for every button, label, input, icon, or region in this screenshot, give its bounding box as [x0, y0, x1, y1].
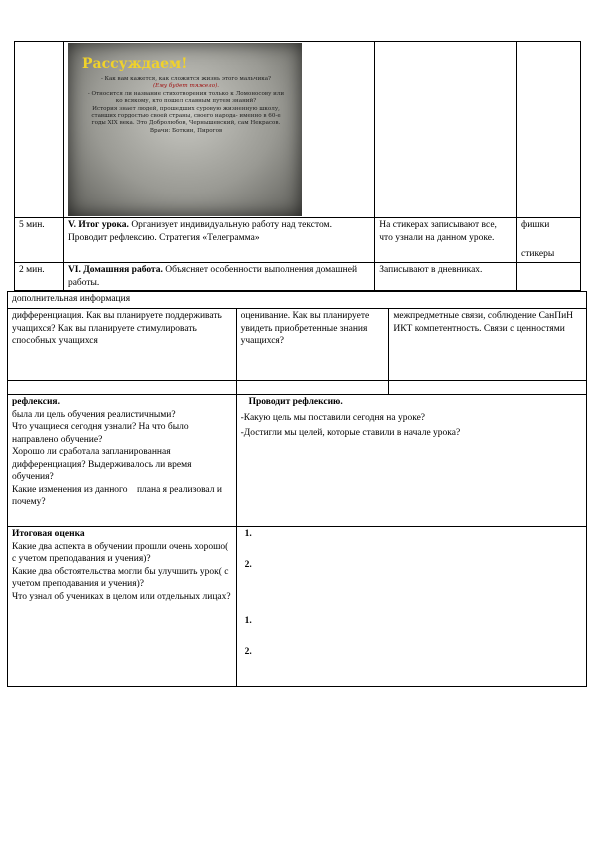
final-title: Итоговая оценка [12, 529, 85, 539]
resource-item: фишки [521, 220, 550, 230]
stage-title: VI. Домашняя работа. [67, 265, 163, 275]
slide-title: Рассуждаем! [82, 56, 188, 72]
stage-text: Объясняет особенности выполнения домашней работы. [67, 265, 358, 288]
table-row [15, 263, 581, 291]
stage-cell [63, 218, 374, 263]
slide-line: История знает людей, прошедших суровую жизненную школу, ставших гордостью своей страны, своего народа- именно в 60-е годы XIX века. Это Добролюбов, Чернышевский, сам Некрасов. Врачи: Боткин, Пирогов [91, 105, 281, 134]
reflection-question: Хорошо ли сработала запланированная дифференциация? Выдерживалось ли время обучения? [12, 447, 192, 482]
reflection-question: Что учащиеся сегодня узнали? На что было направлено обучение? [12, 422, 189, 445]
answer-number: 1. [244, 529, 252, 539]
links-cell: межпредметные связи, соблюдение СанПиН ИКТ компетентность. Связи с ценностями [389, 309, 587, 381]
time-cell: 2 мин. [15, 263, 64, 291]
students-cell: На стикерах записывают все, что узнали на данном уроке. [375, 218, 517, 263]
reflection-question: Какие изменения из данного плана я реализовал и почему? [12, 484, 225, 507]
reflection-right-title: Проводит рефлексию. [248, 397, 343, 407]
table-row [8, 381, 587, 395]
final-answers-cell [236, 527, 586, 687]
answer-number: 1. [244, 616, 252, 626]
reflection-right-cell [236, 395, 586, 527]
resource-item: стикеры [521, 248, 555, 259]
reflection-title: рефлексия. [12, 397, 60, 407]
table-row [8, 527, 587, 687]
final-assessment-cell [8, 527, 237, 687]
answer-number: 2. [244, 646, 252, 657]
final-question: Какие два аспекта в обучении прошли очень хорошо( с учетом преподавания и учения)? [12, 541, 229, 564]
slide-line: - Относится ли название стихотворения только к Ломоносову или ко всякому, кто пошел славным путем знаний? [87, 90, 285, 105]
stage-text: Организует индивидуальную работу над текстом. Проводит рефлексию. Стратегия «Телеграмма» [67, 220, 332, 243]
table-row [8, 395, 587, 527]
slide-line: (Ему будет тяжело). [152, 83, 220, 90]
reflection-cell [8, 395, 237, 527]
time-cell: 5 мин. [15, 218, 64, 263]
resources-cell [517, 218, 581, 263]
section-header: дополнительная информация [8, 292, 587, 309]
slide-body [86, 76, 286, 135]
final-question: Какие два обстоятельства могли бы улучшить урок( с учетом преподавания и учения)? [12, 566, 229, 589]
students-cell: Записывают в дневниках. [375, 263, 517, 291]
differentiation-cell: дифференциация. Как вы планируете поддерживать учащихся? Как вы планируете стимулировать способных учащихся [8, 309, 237, 381]
stage-cell [63, 263, 374, 291]
answer-number: 2. [244, 559, 252, 570]
reflection-question: была ли цель обучения реалистичными? [12, 409, 176, 420]
reflection-right-line: -Какую цель мы поставили сегодня на уроке? [240, 412, 426, 423]
reflection-right-line: -Достигли мы целей, которые ставили в начале урока? [240, 428, 461, 438]
additional-info-table [7, 291, 587, 687]
table-row [8, 309, 587, 381]
stage-title: V. Итог урока. [67, 220, 129, 230]
assessment-cell: оценивание. Как вы планируете увидеть приобретенные знания учащихся? [236, 309, 389, 381]
final-question: Что узнал об учениках в целом или отдельных лицах? [12, 591, 231, 602]
slide-line: - Как вам кажется, как сложится жизнь этого мальчика? [100, 76, 272, 82]
table-row [8, 292, 587, 309]
slide-image [68, 43, 302, 216]
table-row [15, 218, 581, 263]
